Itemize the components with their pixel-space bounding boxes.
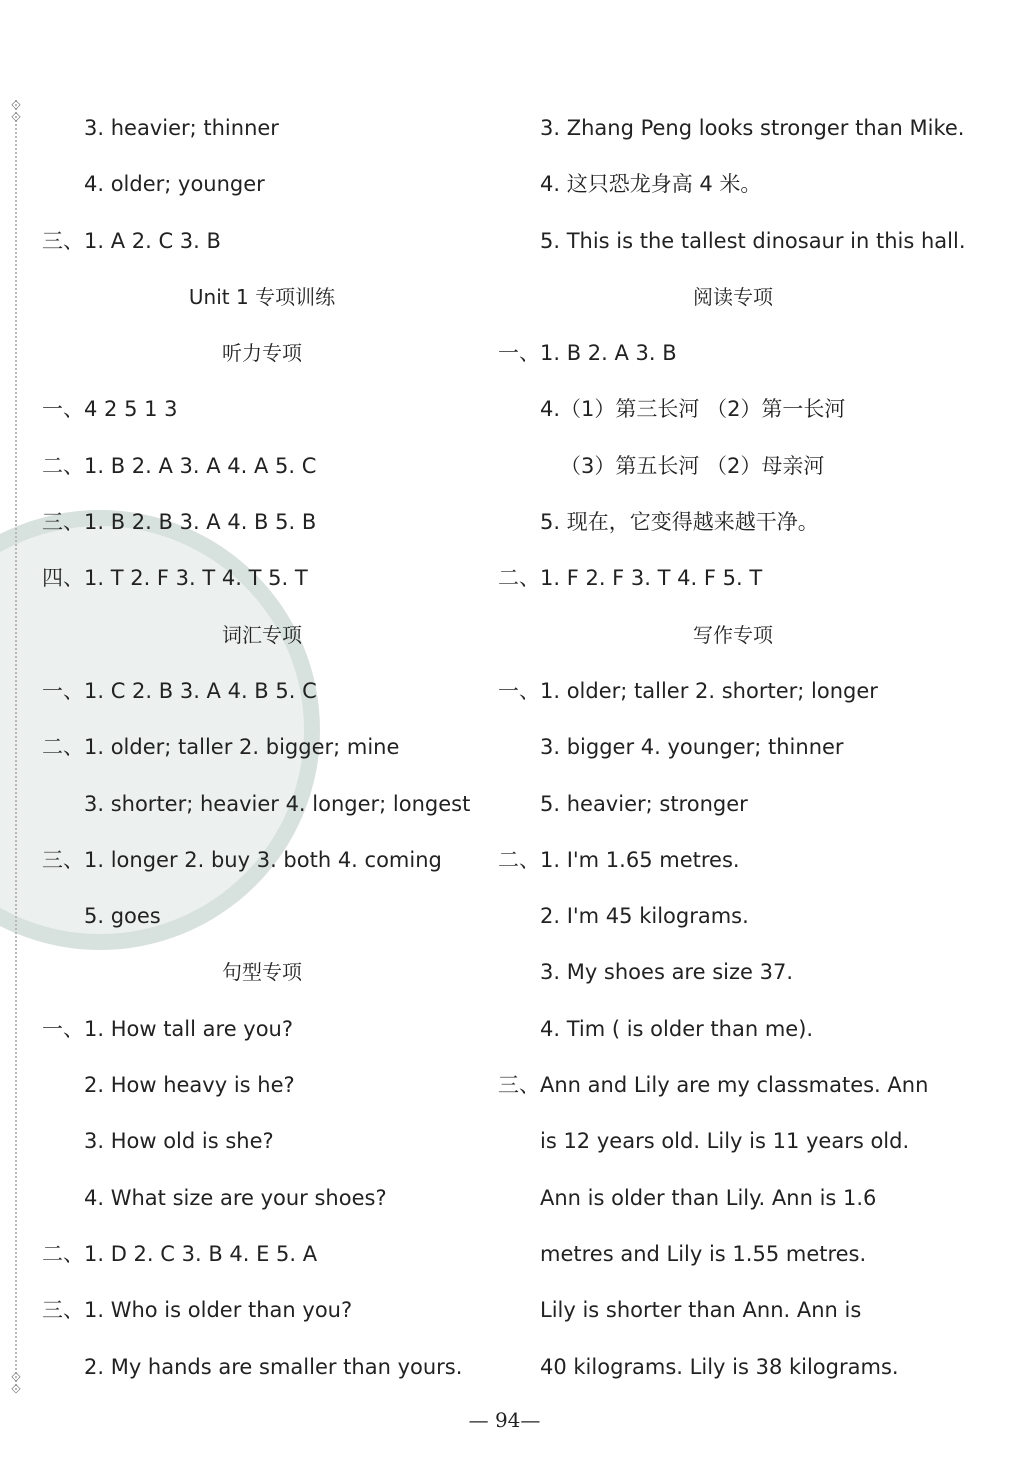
answer-line: 3. My shoes are size 37. — [540, 960, 793, 985]
answer-line: 3. bigger 4. younger; thinner — [540, 735, 844, 760]
section-heading: 句型专项 — [222, 960, 302, 985]
answer-line: 3. heavier; thinner — [84, 116, 279, 140]
answer-line: 4. 这只恐龙身高 4 米。 — [540, 172, 762, 197]
answer-line: 5. heavier; stronger — [540, 791, 748, 816]
answer-line: 二、1. D 2. C 3. B 4. E 5. A — [42, 1241, 318, 1266]
answer-line: 4. What size are your shoes? — [84, 1185, 387, 1210]
binding-bottom-icon: ◇ ◇ — [11, 1369, 21, 1395]
answer-line: 一、4 2 5 1 3 — [42, 397, 178, 422]
answer-line: 一、1. How tall are you? — [42, 1016, 294, 1041]
answer-line: is 12 years old. Lily is 11 years old. — [540, 1129, 910, 1154]
answer-line: 四、1. T 2. F 3. T 4. T 5. T — [42, 566, 308, 591]
answer-line: 2. I'm 45 kilograms. — [540, 904, 749, 929]
answer-line: 三、1. B 2. B 3. A 4. B 5. B — [42, 510, 317, 535]
binding-line — [15, 100, 17, 1390]
binding-top-icon: ◇ ◇ — [11, 97, 21, 123]
answer-line: 5. 现在，它变得越来越干净。 — [540, 510, 819, 535]
answer-line: 三、Ann and Lily are my classmates. Ann — [498, 1073, 929, 1098]
answer-line: Lily is shorter than Ann. Ann is — [540, 1298, 862, 1323]
left-column — [42, 100, 482, 1395]
section-heading: 听力专项 — [222, 341, 302, 366]
section-heading: 写作专项 — [693, 622, 773, 647]
answer-line: 二、1. F 2. F 3. T 4. F 5. T — [498, 566, 763, 591]
page-number: — 94— — [468, 1408, 541, 1432]
answer-line: metres and Lily is 1.55 metres. — [540, 1241, 867, 1266]
answer-line: 3. shorter; heavier 4. longer; longest — [84, 791, 471, 816]
answer-line: 一、1. C 2. B 3. A 4. B 5. C — [42, 678, 317, 703]
answer-line: 3. Zhang Peng looks stronger than Mike. — [540, 116, 965, 140]
answer-line: 二、1. B 2. A 3. A 4. A 5. C — [42, 453, 317, 478]
section-heading: 阅读专项 — [693, 284, 773, 309]
answer-line: 5. goes — [84, 904, 161, 929]
right-column — [498, 100, 968, 1395]
answer-line: 5. This is the tallest dinosaur in this hall. — [540, 228, 966, 253]
answer-line: 三、1. A 2. C 3. B — [42, 228, 221, 253]
answer-line: 2. My hands are smaller than yours. — [84, 1354, 463, 1379]
answer-line: 2. How heavy is he? — [84, 1073, 295, 1098]
answer-line: Ann is older than Lily. Ann is 1.6 — [540, 1185, 877, 1210]
answer-line: 一、1. B 2. A 3. B — [498, 341, 677, 366]
answer-line: （3）第五长河 （2）母亲河 — [560, 453, 825, 478]
answer-line: 3. How old is she? — [84, 1129, 274, 1154]
answer-line: 4.（1）第三长河 （2）第一长河 — [540, 397, 846, 422]
answer-line: 一、1. older; taller 2. shorter; longer — [498, 678, 878, 703]
answer-line: 三、1. longer 2. buy 3. both 4. coming — [42, 847, 442, 872]
answer-line: 三、1. Who is older than you? — [42, 1298, 353, 1323]
answer-line: 二、1. I'm 1.65 metres. — [498, 847, 740, 872]
section-heading: Unit 1 专项训练 — [188, 284, 336, 309]
section-heading: 词汇专项 — [222, 622, 302, 647]
answer-line: 4. older; younger — [84, 172, 265, 197]
answer-line: 4. Tim ( is older than me). — [540, 1016, 814, 1041]
answer-line: 40 kilograms. Lily is 38 kilograms. — [540, 1354, 899, 1379]
answer-line: 二、1. older; taller 2. bigger; mine — [42, 735, 400, 760]
